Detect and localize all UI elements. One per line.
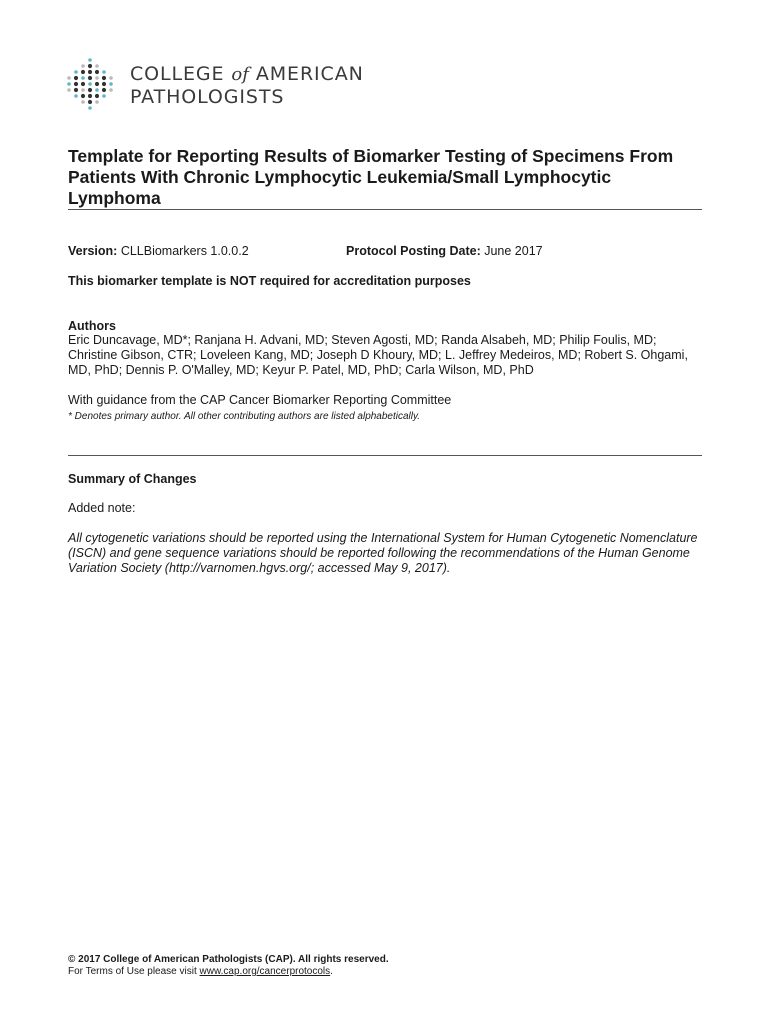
logo-dot [81, 94, 85, 98]
logo-dot [88, 106, 92, 110]
logo-dot [74, 88, 78, 92]
document-title: Template for Reporting Results of Biomarker Testing of Specimens From Patients With Chronic Lymphocytic Leukemia/Small Lymphocytic Lymphoma [68, 146, 674, 208]
logo-dot [81, 82, 85, 86]
cap-dots-logo-icon [66, 57, 114, 111]
logo-dot [109, 76, 113, 80]
logo-dot [67, 88, 71, 92]
logo-word-american: AMERICAN [255, 63, 364, 85]
logo-line-2: PATHOLOGISTS [130, 86, 285, 108]
logo-dot [88, 88, 92, 92]
author-footnote: * Denotes primary author. All other contributing authors are listed alphabetically. [68, 411, 421, 422]
terms-suffix: . [330, 966, 333, 977]
logo-dot [88, 70, 92, 74]
authors-heading: Authors [68, 319, 116, 333]
posting-date-line [346, 244, 543, 258]
logo-dot [95, 64, 99, 68]
added-note-text: All cytogenetic variations should be reported using the International System for Human Cytogenetic Nomenclature (ISCN) and gene sequence variations should be reported following the recommendations of the Human Genome Variation Society (http://varnomen.hgvs.org/; accessed May 9, 2017). [68, 531, 698, 575]
logo-dot [74, 70, 78, 74]
version-label: Version: [68, 244, 118, 258]
posting-date-value: June 2017 [484, 244, 543, 258]
logo-dot [81, 88, 85, 92]
logo-dot [74, 76, 78, 80]
logo-dot [81, 70, 85, 74]
logo-dot [102, 94, 106, 98]
logo-dot [81, 76, 85, 80]
logo-dot [95, 70, 99, 74]
logo-word-college: COLLEGE [130, 63, 225, 85]
logo-word-of: of [231, 64, 249, 85]
logo-dot [88, 76, 92, 80]
terms-of-use [68, 966, 333, 977]
copyright-notice: © 2017 College of American Pathologists (CAP). All rights reserved. [68, 954, 389, 965]
logo-dot [88, 100, 92, 104]
logo-dot [95, 82, 99, 86]
version-line [68, 244, 249, 258]
section-divider [68, 455, 702, 456]
cap-logo [66, 57, 366, 113]
logo-dot [102, 76, 106, 80]
logo-dot [95, 100, 99, 104]
logo-dot [95, 94, 99, 98]
logo-dot [88, 82, 92, 86]
posting-date-label: Protocol Posting Date: [346, 244, 481, 258]
logo-dot [102, 70, 106, 74]
summary-heading: Summary of Changes [68, 472, 197, 486]
logo-wordmark [130, 63, 364, 109]
logo-dot [102, 88, 106, 92]
authors-list: Eric Duncavage, MD*; Ranjana H. Advani, MD; Steven Agosti, MD; Randa Alsabeh, MD; Philip Foulis, MD; Christine Gibson, CTR; Loveleen Kang, MD; Joseph D Khoury, MD; L. Jeffrey Medeiros, MD; Robert S. Ohgami, MD, PhD; Dennis P. O'Malley, MD; Keyur P. Patel, MD, PhD; Carla Wilson, MD, PhD [68, 333, 688, 377]
logo-dot [81, 64, 85, 68]
logo-dot [109, 88, 113, 92]
accreditation-note: This biomarker template is NOT required for accreditation purposes [68, 274, 471, 288]
logo-dot [109, 82, 113, 86]
added-note-label: Added note: [68, 501, 136, 515]
logo-dot [88, 94, 92, 98]
logo-dot [67, 82, 71, 86]
logo-dot [95, 88, 99, 92]
title-divider [68, 209, 702, 210]
logo-dot [74, 94, 78, 98]
logo-dot [67, 76, 71, 80]
logo-dot [95, 76, 99, 80]
logo-dot [81, 100, 85, 104]
logo-line-1 [130, 63, 364, 86]
logo-dot [88, 64, 92, 68]
logo-dot [74, 82, 78, 86]
logo-dot [88, 58, 92, 62]
version-value: CLLBiomarkers 1.0.0.2 [120, 244, 249, 258]
cancer-protocols-link[interactable]: www.cap.org/cancerprotocols [199, 966, 331, 977]
guidance-text: With guidance from the CAP Cancer Biomarker Reporting Committee [68, 393, 452, 407]
terms-prefix: For Terms of Use please visit [68, 966, 200, 977]
logo-dot [102, 82, 106, 86]
